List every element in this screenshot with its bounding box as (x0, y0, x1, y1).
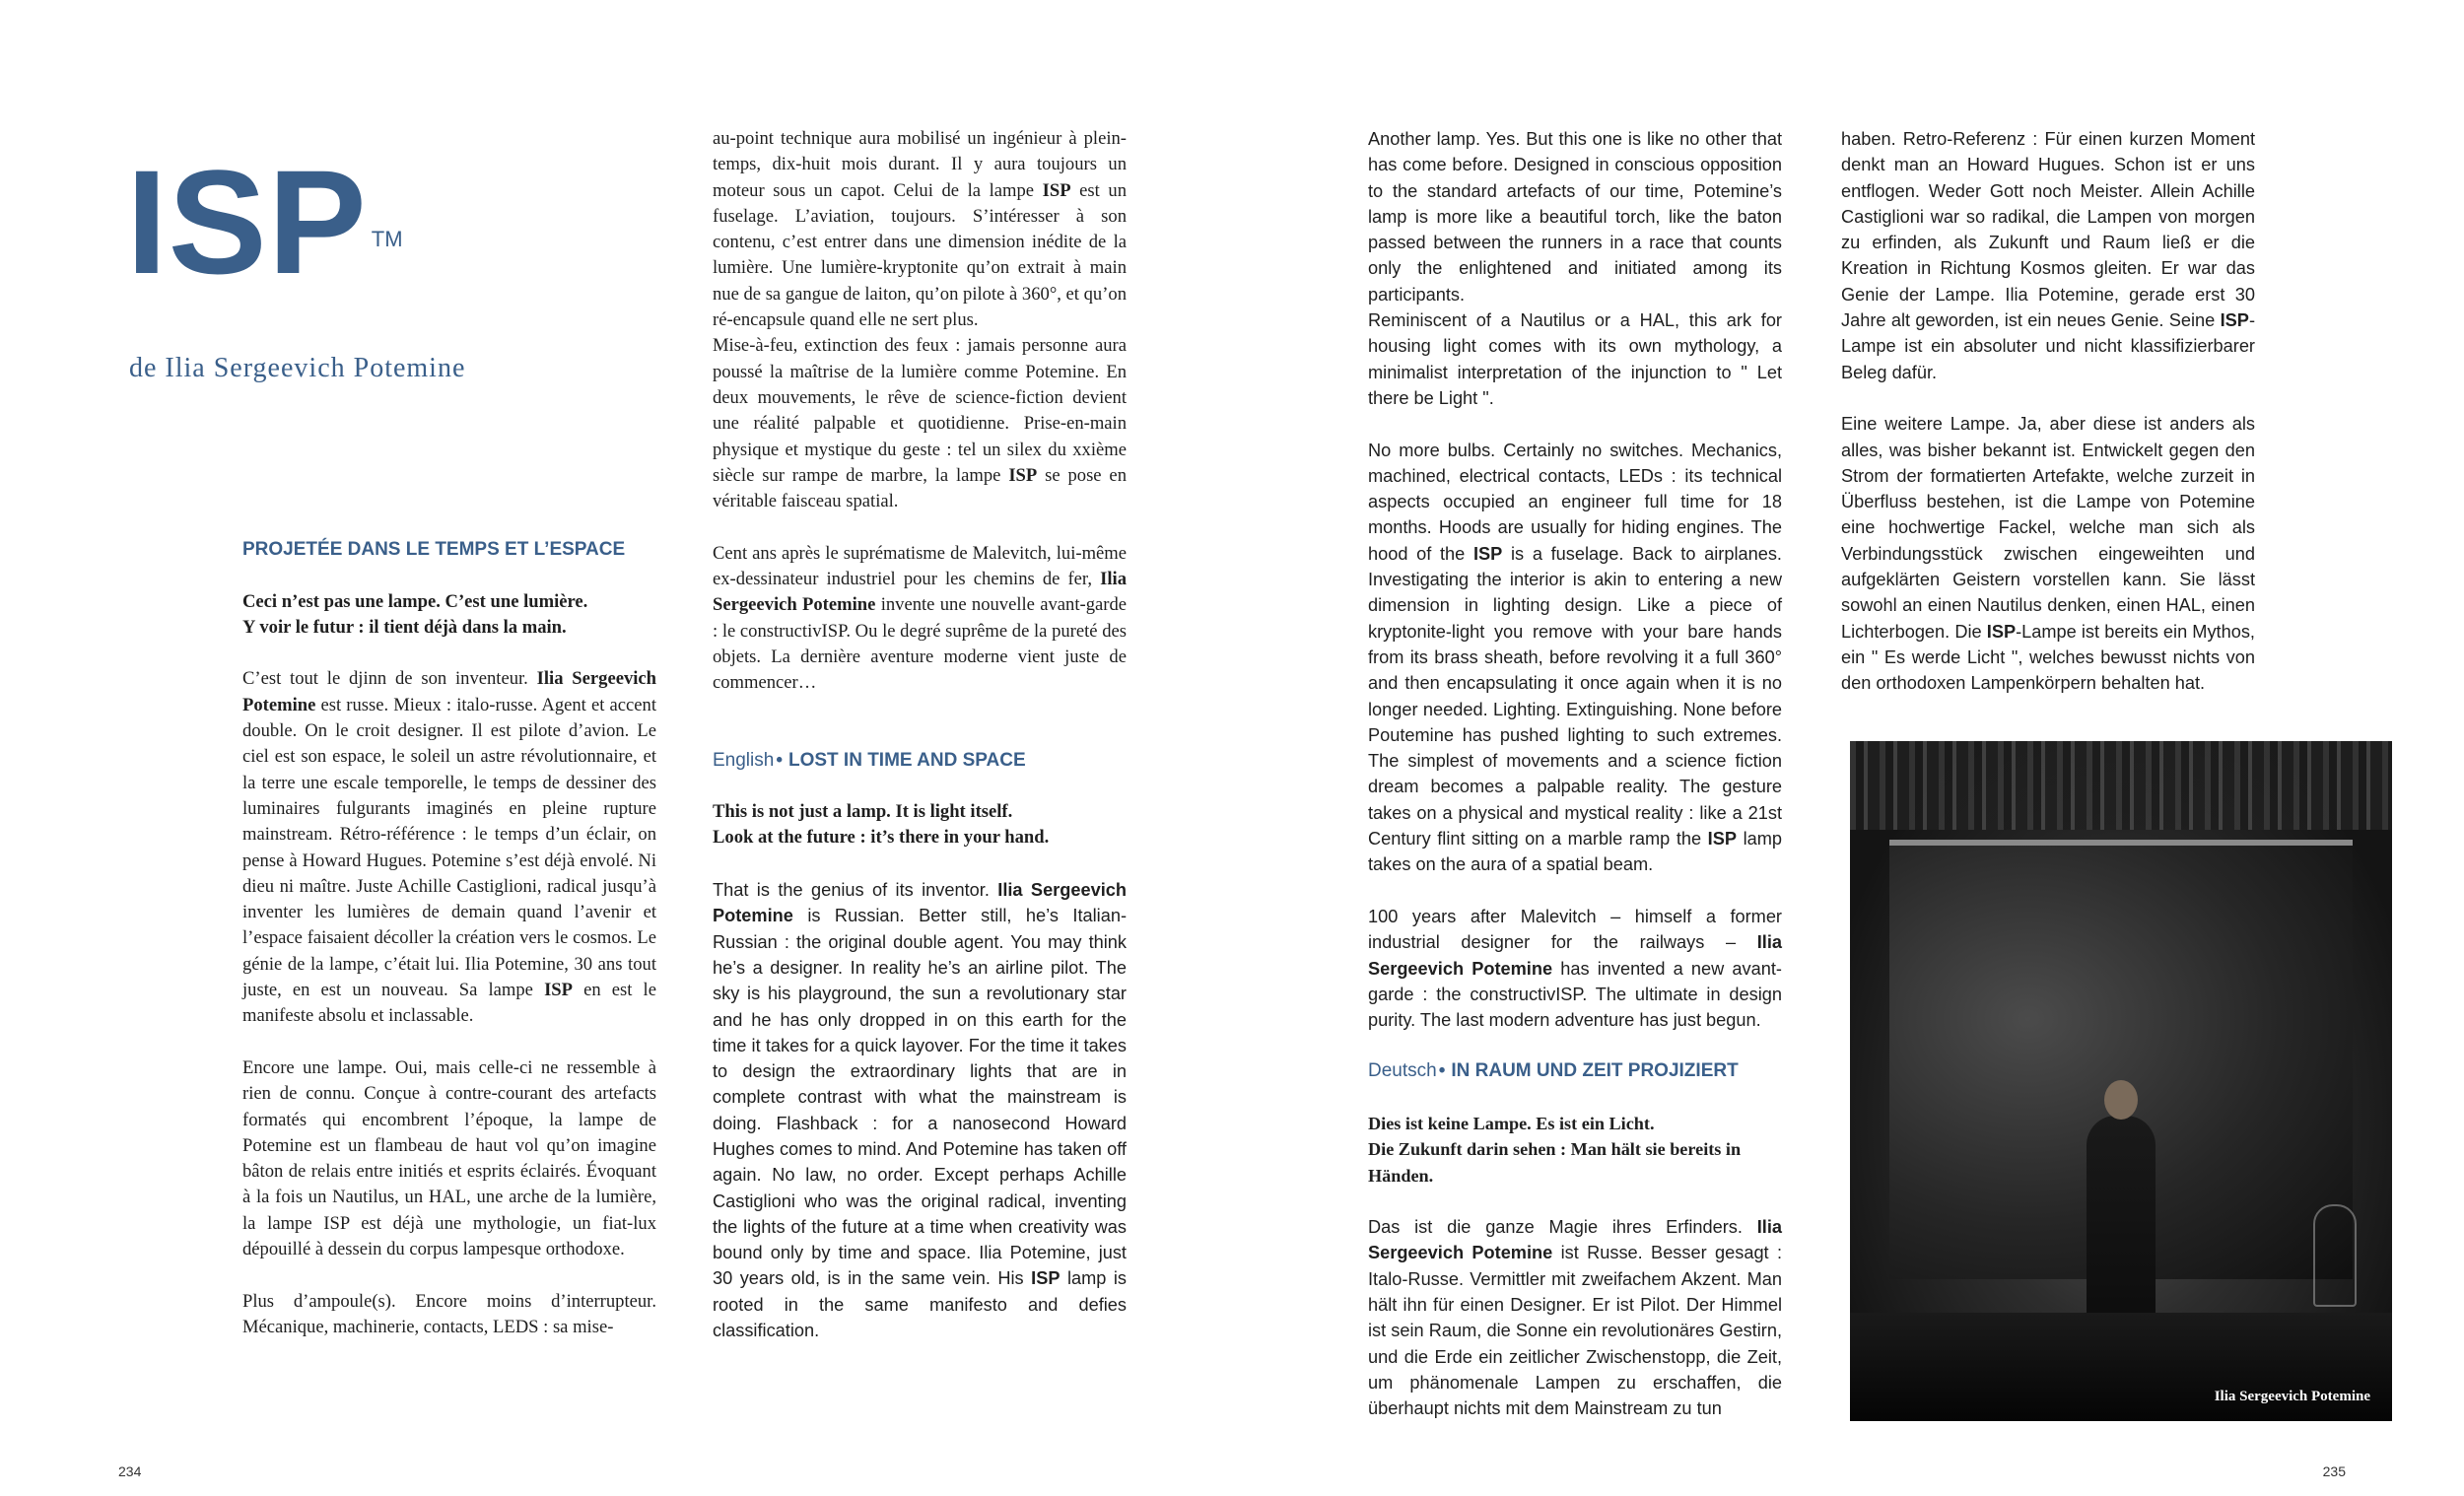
product-name: ISP (1986, 621, 2017, 642)
german-column-4 (1841, 126, 2255, 697)
byline: de Ilia Sergeevich Potemine (129, 353, 466, 383)
author-name: Ilia Sergeevich Potemine (242, 668, 657, 715)
english-lang-label: English (713, 749, 775, 771)
text-run: No more bulbs. Certainly no switches. Mechanics, machined, electrical contacts, LEDs : its technical aspects occupied an engineer full time for 18 months. Hoods are usually for hiding engines. The hood of the (1368, 440, 1782, 564)
bullet-icon: • (1438, 1060, 1446, 1082)
bullet-icon: • (776, 749, 783, 771)
text-run: invente une nouvelle avant-garde : le constructivISP. Ou le degré suprême de la pureté des objets. La dernière aventure moderne vient juste de commencer… (713, 594, 1127, 694)
french-paragraph-2: Encore une lampe. Oui, mais celle-ci ne ressemble à rien de connu. Conçue à contre-courant des artefacts formatés qui encombrent l’époque, la lampe de Potemine est un flambeau de haut vol qu’on imagine bâton de relais entre initiés et esprits éclairés. Évoquant à la fois un Nautilus, un HAL, une arche de la lumière, la lampe ISP est déjà une mythologie, un fiat-lux dépouillé à dessein du corpus lampesque orthodoxe. (242, 1056, 656, 1260)
german-lead-line-2: Die Zukunft darin sehen : Man hält sie bereits in Händen. (1368, 1139, 1742, 1186)
german-lang-label: Deutsch (1368, 1060, 1437, 1082)
product-name: ISP (1472, 543, 1503, 564)
text-run: lamp is rooted in the same manifesto and defies classification. (713, 1268, 1127, 1341)
french-column-1 (242, 537, 656, 1340)
author-name: Ilia Sergeevich Potemine (1368, 1217, 1782, 1263)
text-run: C’est tout le djinn de son inventeur. (242, 668, 537, 690)
german-paragraph-1 (1368, 1214, 1782, 1421)
brand-title-text: ISP (126, 139, 368, 305)
lamp-graphic (2313, 1204, 2357, 1307)
trademark-mark: TM (371, 227, 403, 251)
german-heading (1368, 1058, 1782, 1084)
german-heading-text: IN RAUM UND ZEIT PROJIZIERT (1451, 1060, 1739, 1082)
english-heading (713, 748, 1127, 774)
author-name: Ilia Sergeevich Potemine (1368, 932, 1782, 979)
author-name: Ilia Sergeevich Potemine (713, 569, 1127, 616)
german-paragraph-3 (1841, 411, 2255, 696)
product-name: ISP (544, 980, 573, 1001)
text-run: est russe. Mieux : italo-russe. Agent et accent double. On le croit designer. Il est pilote d’avion. Le ciel est son espace, le soleil un astre révolutionnaire, et la terre une escale temporelle, le temps de dessiner des luminaires fulgurants imaginés en pleine rupture mainstream. Rétro-référence : le temps d’un éclair, on pense à Howard Hugues. Potemine s’est déjà envolé. Ni dieu ni maître. Juste Achille Castiglioni, radical jusqu’à inventer les lumières de demain quand l’avenir et l’espace faisaient décoller la création vers le cosmos. Le génie de la lampe, c’était lui. Ilia Potemine, 30 ans tout juste, en est un nouveau. Sa lampe (242, 694, 656, 1001)
text-run: Das ist die ganze Magie ihres Erfinders. (1368, 1217, 1757, 1238)
text-run: lamp takes on the aura of a spatial beam. (1368, 829, 1782, 875)
text-run: That is the genius of its inventor. (713, 880, 998, 901)
text-run: Eine weitere Lampe. Ja, aber diese ist anders als alles, was bisher bekannt ist. Entwickelt gegen den Strom der formatierten Artefakte, welche zurzeit in Überfluss bestehen, ist die Lampe von Potemine eine hochwertige Fackel, welche man sich als Verbindungsstück zwischen eingeweihten und aufgeklärten Geistern vorstellen kann. Sie lässt sowohl an einen Nautilus denken, einen HAL, einen Lichterbogen. Die (1841, 414, 2255, 642)
text-run: se pose en véritable faisceau spatial. (713, 464, 1127, 512)
text-run: au-point technique aura mobilisé un ingénieur à plein-temps, dix-huit mois durant. Il y aura toujours un moteur sous un capot. Celui de la lampe (713, 128, 1127, 201)
product-name: ISP (1031, 1268, 1061, 1289)
french-paragraph-3: Plus d’ampoule(s). Encore moins d’interrupteur. Mécanique, machinerie, contacts, LEDS : sa mise- (242, 1290, 656, 1337)
portrait-photo (1850, 741, 2392, 1421)
page-number-right: 235 (2322, 1463, 2346, 1479)
german-lead (1368, 1111, 1782, 1189)
english-paragraph-4 (1368, 438, 1782, 878)
french-paragraph-1 (242, 666, 656, 1029)
german-lead-line-1: Dies ist keine Lampe. Es ist ein Licht. (1368, 1113, 1655, 1133)
english-lead (713, 799, 1127, 851)
text-run: est un fuselage. L’aviation, toujours. S’intéresser à son contenu, c’est entrer dans une dimension inédite de la lumière. Une lumière-kryptonite qu’on extrait à main nue de sa gangue de laiton, qu’on pilote à 360°, et qu’on ré-encapsule quand elle ne sert plus. (713, 179, 1128, 331)
german-paragraph-2 (1841, 126, 2255, 385)
photo-caption: Ilia Sergeevich Potemine (2214, 1389, 2370, 1404)
french-english-column-2 (713, 126, 1127, 1343)
english-paragraph-5 (1368, 904, 1782, 1033)
french-lead (242, 589, 656, 642)
english-heading-text: LOST IN TIME AND SPACE (787, 749, 1026, 771)
french-paragraph-6 (713, 541, 1127, 697)
english-paragraph-1 (713, 877, 1127, 1343)
english-paragraph-3: Reminiscent of a Nautilus or a HAL, this ark for housing light comes with its own mythology, a minimalist interpretation of the injunction to " Let there be Light ". (1368, 310, 1782, 408)
french-paragraph-5 (713, 333, 1127, 514)
text-run: ist Russe. Besser gesagt : Italo-Russe. Vermittler mit zweifachem Akzent. Man hält ihn für einen Designer. Er ist Pilot. Der Himmel ist sein Raum, die Sonne ein revolutionäres Gestirn, und die Erde ein zeitlicher Zwischenstopp, die Zeit, um phänomenale Lampen zu erschaffen, die überhaupt nichts mit dem Mainstream zu tun (1368, 1243, 1782, 1419)
english-paragraph-2: Another lamp. Yes. But this one is like no other that has come before. Designed in conscious opposition to the standard artefacts of our time, Potemine’s lamp is more like a beautiful torch, like the baton passed between the runners in a race that counts only the enlightened and initiated among its participants. (1368, 129, 1782, 305)
product-name: ISP (2220, 310, 2249, 331)
text-run: is a fuselage. Back to airplanes. Investigating the interior is akin to entering a new dimension in lighting design. Like a piece of kryptonite-light you remove with your bare hands from its brass sheath, before revolving it a full 360° and then encapsulating it once again when it is no longer needed. Lighting. Extinguishing. None before Poutemine has pushed lighting to such extremes. The simplest of movements and a science fiction dream becomes a palpable reality. The gesture takes on a physical and mystical reality : like a 21st Century flint sitting on a marble ramp the (1368, 543, 1782, 850)
text-run: -Lampe ist bereits ein Mythos, ein " Es werde Licht ", welches bewusst nichts von den orthodoxen Lampenkörpern behalten hat. (1841, 621, 2255, 694)
text-run: has invented a new avant-garde : the constructivISP. The ultimate in design purity. The last modern adventure has just begun. (1368, 958, 1782, 1031)
english-german-column-3 (1368, 126, 1782, 1422)
bookshelf-graphic (1850, 741, 2392, 830)
french-lead-line-1: Ceci n’est pas une lampe. C’est une lumière. (242, 590, 588, 612)
text-run: en est le manifeste absolu et inclassable. (242, 980, 656, 1027)
french-lead-line-2: Y voir le futur : il tient déjà dans la main. (242, 616, 567, 638)
right-page (1232, 0, 2464, 1496)
product-name: ISP (1008, 464, 1038, 486)
french-paragraph-4 (713, 126, 1127, 333)
product-name: ISP (1042, 179, 1071, 201)
brand-title (126, 139, 403, 305)
text-run: is Russian. Better still, he’s Italian-Russian : the original double agent. You may think he’s a designer. In reality he’s an airline pilot. The sky is his playground, the sun a revolutionary star and he has only dropped in on this earth for the time it takes for a quick layover. For the time it takes to design the extraordinary lights that are in complete contrast with what the mainstream is doing. Flashback : for a nanosecond Howard Hughes comes to mind. And Potemine has taken off again. No law, no order. Except perhaps Achille Castiglioni who was the original radical, inventing the lights of the future at a time when creativity was bound only by time and space. Ilia Potemine, just 30 years old, is in the same vein. His (713, 906, 1127, 1289)
french-heading: PROJETÉE DANS LE TEMPS ET L’ESPACE (242, 539, 626, 560)
product-name: ISP (1707, 829, 1737, 850)
page-number-left: 234 (118, 1463, 142, 1479)
text-run: haben. Retro-Referenz : Für einen kurzen Moment denkt man an Howard Hugues. Schon ist er uns entflogen. Weder Gott noch Meister. Allein Achille Castiglioni war so radikal, die Lampen von morgen zu erfinden, als Zukunft und Raum ließ er die Kreation in Richtung Kosmos gleiten. Er war das Genie der Lampe. Ilia Potemine, gerade erst 30 Jahre alt geworden, ist ein neues Genie. Seine (1841, 129, 2255, 331)
text-run: Mise-à-feu, extinction des feux : jamais personne aura poussé la maîtrise de la lumière comme Potemine. En deux mouvements, le rêve de science-fiction devient une réalité palpable et quotidienne. Prise-en-main physique et mystique du geste : tel un silex du xxième siècle sur rampe de marbre, la lampe (713, 335, 1127, 486)
text-run: 100 years after Malevitch – himself a former industrial designer for the railways – (1368, 906, 1782, 953)
author-name: Ilia Sergeevich Potemine (713, 880, 1127, 926)
text-run: -Lampe ist ein absoluter und nicht klassifizierbarer Beleg dafür. (1841, 310, 2255, 382)
english-lead-line-1: This is not just a lamp. It is light itself. (713, 801, 1013, 823)
english-lead-line-2: Look at the future : it’s there in your hand. (713, 827, 1050, 849)
text-run: Cent ans après le suprématisme de Malevitch, lui-même ex-dessinateur industriel pour les chemins de fer, (713, 542, 1127, 590)
